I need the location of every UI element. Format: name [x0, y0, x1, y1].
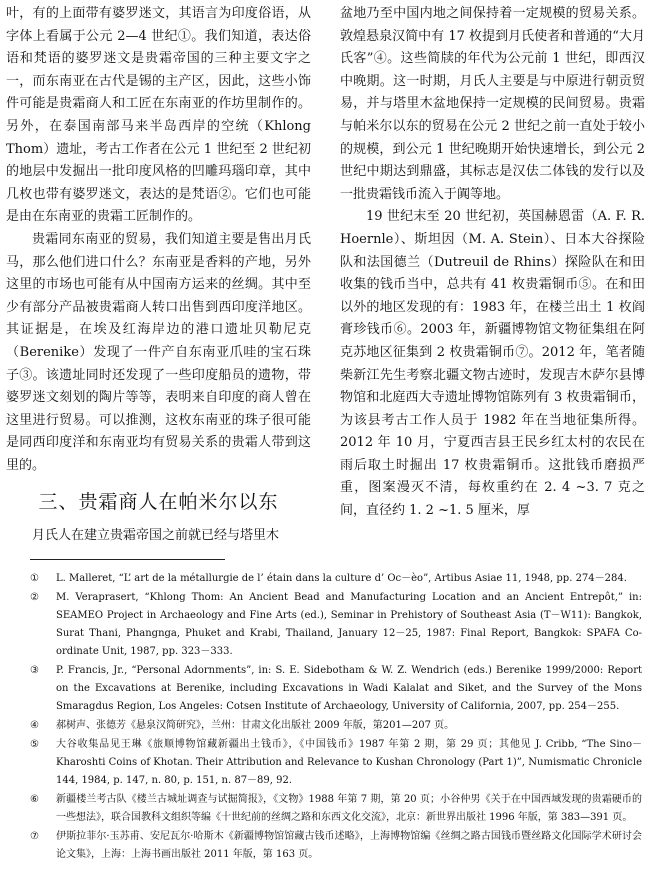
footnote-text: P. Francis, Jr., “Personal Adornments”, in: S. E. Sidebotham & W. Z. Wendrich (eds.) Berenike 1999/2000: Report on the Excavations at Berenike, including Excavations in Wadi Kalalat and Siket, and the Survey of the Mons Smaragdus Region, Los Angeles: Cotsen Institute of Archaeology, University of California, 2007, pp. 254－255.: [56, 665, 642, 712]
right-column: [340, 3, 645, 523]
footnote: [30, 736, 642, 790]
footnote: [30, 589, 642, 661]
footnote-text: 伊斯拉菲尔·玉苏甫、安尼瓦尔·哈斯木《新疆博物馆馆藏古钱币述略》，上海博物馆编《丝绸之路古国钱币暨丝路文化国际学术研讨会论文集》，上海：上海书画出版社 2011 年版，第 163 页。: [56, 831, 642, 860]
footnote-mark: ⑦: [30, 831, 39, 842]
footnote: [30, 570, 642, 588]
footnote: [30, 662, 642, 716]
footnote-mark: ①: [30, 573, 39, 584]
footnote: [30, 717, 642, 735]
footnote: [30, 791, 642, 827]
left-paragraph-2: 贵霜同东南亚的贸易，我们知道主要是售出月氏马，那么他们进口什么？东南亚是香料的产地，另外这里的市场也可能有从中国南方运来的丝绸。其中至少有部分产品被贵霜商人转口出售到西印度洋地区。其证据是，在埃及红海岸边的港口遗址贝勒尼克（Berenike）发现了一件产自东南亚爪哇的宝石珠子③。该遗址同时还发现了一些印度船员的遗物，带婆罗迷文刻划的陶片等等，表明来自印度的商人曾在这里进行贸易。可以推测，这枚东南亚的珠子很可能是同西印度洋和东南亚均有贸易关系的贵霜人带到这里的。: [6, 231, 311, 473]
footnote-mark: ③: [30, 665, 39, 676]
left-paragraph-3: 月氏人在建立贵霜帝国之前就已经与塔里木: [32, 528, 280, 544]
footnote-text: 郝树声、张德芳《悬泉汉简研究》，兰州：甘肃文化出版社 2009 年版，第201—207 页。: [56, 720, 455, 731]
footnote-mark: ②: [30, 592, 39, 603]
footnote-text: 大谷收集品见王琳《旅顺博物馆藏新疆出土钱币》，《中国钱币》1987 年第 2 期，第 29 页；其他见 J. Cribb, “The Sino－Kharoshti Coins of Khotan. Their Attribution and Relevance to Kushan Chronology (Part 1)”, Numismatic Chronicle 144, 1984, p. 147, n. 80, p. 151, n. 87－89, 92.: [56, 739, 642, 786]
footnotes: [30, 570, 642, 865]
footnote-text: L. Malleret, “L’ art de la métallurgie de l’ étain dans la culture d’ Oc－èo”, Artibus Asiae 11, 1948, pp. 274－284.: [56, 573, 627, 584]
left-paragraph-1: 叶，有的上面带有婆罗迷文，其语言为印度俗语，从字体上看属于公元 2—4 世纪①。我们知道，表达俗语和梵语的婆罗迷文是贵霜帝国的三种主要文字之一，而东南亚在古代是锡的主产区，因此，这些小饰件可能是贵霜商人和工匠在东南亚的作坊里制作的。另外，在泰国南部马来半岛西岸的空统（Khlong Thom）遗址，考古工作者在公元 1 世纪至 2 世纪初的地层中发掘出一批印度风格的凹雕玛瑙印章，其中几枚也带有婆罗迷文，表达的是梵语②。它们也可能是由在东南亚的贵霜工匠制作的。: [6, 6, 311, 225]
footnote-mark: ④: [30, 720, 39, 731]
left-column: [6, 3, 311, 548]
footnote-divider: [30, 559, 225, 560]
footnote-text: M. Veraprasert, “Khlong Thom: An Ancient Bead and Manufacturing Location and an Ancient Entrepôt,” in: SEAMEO Project in Archaeology and Fine Arts (ed.), Seminar in Prehistory of Southeast Asia (T－W11): Bangkok, Surat Thani, Phangnga, Phuket and Krabi, Thailand, January 12－25, 1987: Final Report, Bangkok: SPAFA Co-ordinate Unit, 1987, pp. 323－333.: [56, 592, 642, 657]
footnote-mark: ⑥: [30, 794, 39, 805]
section-heading: 三、贵霜商人在帕米尔以东: [38, 491, 279, 514]
footnote-mark: ⑤: [30, 739, 39, 750]
footnote-text: 新疆楼兰考古队《楼兰古城址调查与试掘简报》，《文物》1988 年第 7 期，第 20 页；小谷仲男《关于在中国西域发现的贵霜硬币的一些想法》，联合国教科文组织等编《十世纪前的丝绸之路和东西文化交流》，北京：新世界出版社 1996 年版，第 383—391 页。: [56, 794, 642, 823]
right-paragraph-2: 19 世纪末至 20 世纪初，英国赫恩雷（A. F. R. Hoernle）、斯坦因（M. A. Stein）、日本大谷探险队和法国德兰（Dutreuil de Rhins）探险队在和田收集的钱币当中，总共有 41 枚贵霜铜币⑤。在和田以外的地区发现的有：1983 年，在楼兰出土 1 枚阎膏珍钱币⑥。2003 年，新疆博物馆文物征集组在阿克苏地区征集到 2 枚贵霜铜币⑦。2012 年，笔者随柴新江先生考察北疆文物古迹时，发现吉木萨尔县博物馆和北庭西大寺遗址博物馆陈列有 3 枚贵霜铜币，为该县考古工作人员于 1982 年在当地征集所得。2012 年 10 月，宁夏西吉县王民乡红太村的农民在雨后取土时掘出 17 枚贵霜铜币。这批钱币磨损严重，图案漫灭不清，每枚重约在 2. 4 ~3. 7 克之间，直径约 1. 2 ~1. 5 厘米，厚: [340, 209, 645, 519]
footnote: [30, 828, 642, 864]
right-paragraph-1: 盆地乃至中国内地之间保持着一定规模的贸易关系。敦煌悬泉汉简中有 17 枚提到月氏使者和普通的“大月氏客”④。这些简牍的年代为公元前 1 世纪，即西汉中晚期。这一时期，月氏人主要是与中原进行朝贡贸易，并与塔里木盆地保持一定规模的民间贸易。贵霜与帕米尔以东的贸易在公元 2 世纪之前一直处于较小的规模，到公元 1 世纪晚期开始快速增长，到公元 2 世纪中期达到鼎盛，其标志是汉佉二体钱的发行以及一批贵霜钱币流入于阗等地。: [340, 6, 645, 202]
